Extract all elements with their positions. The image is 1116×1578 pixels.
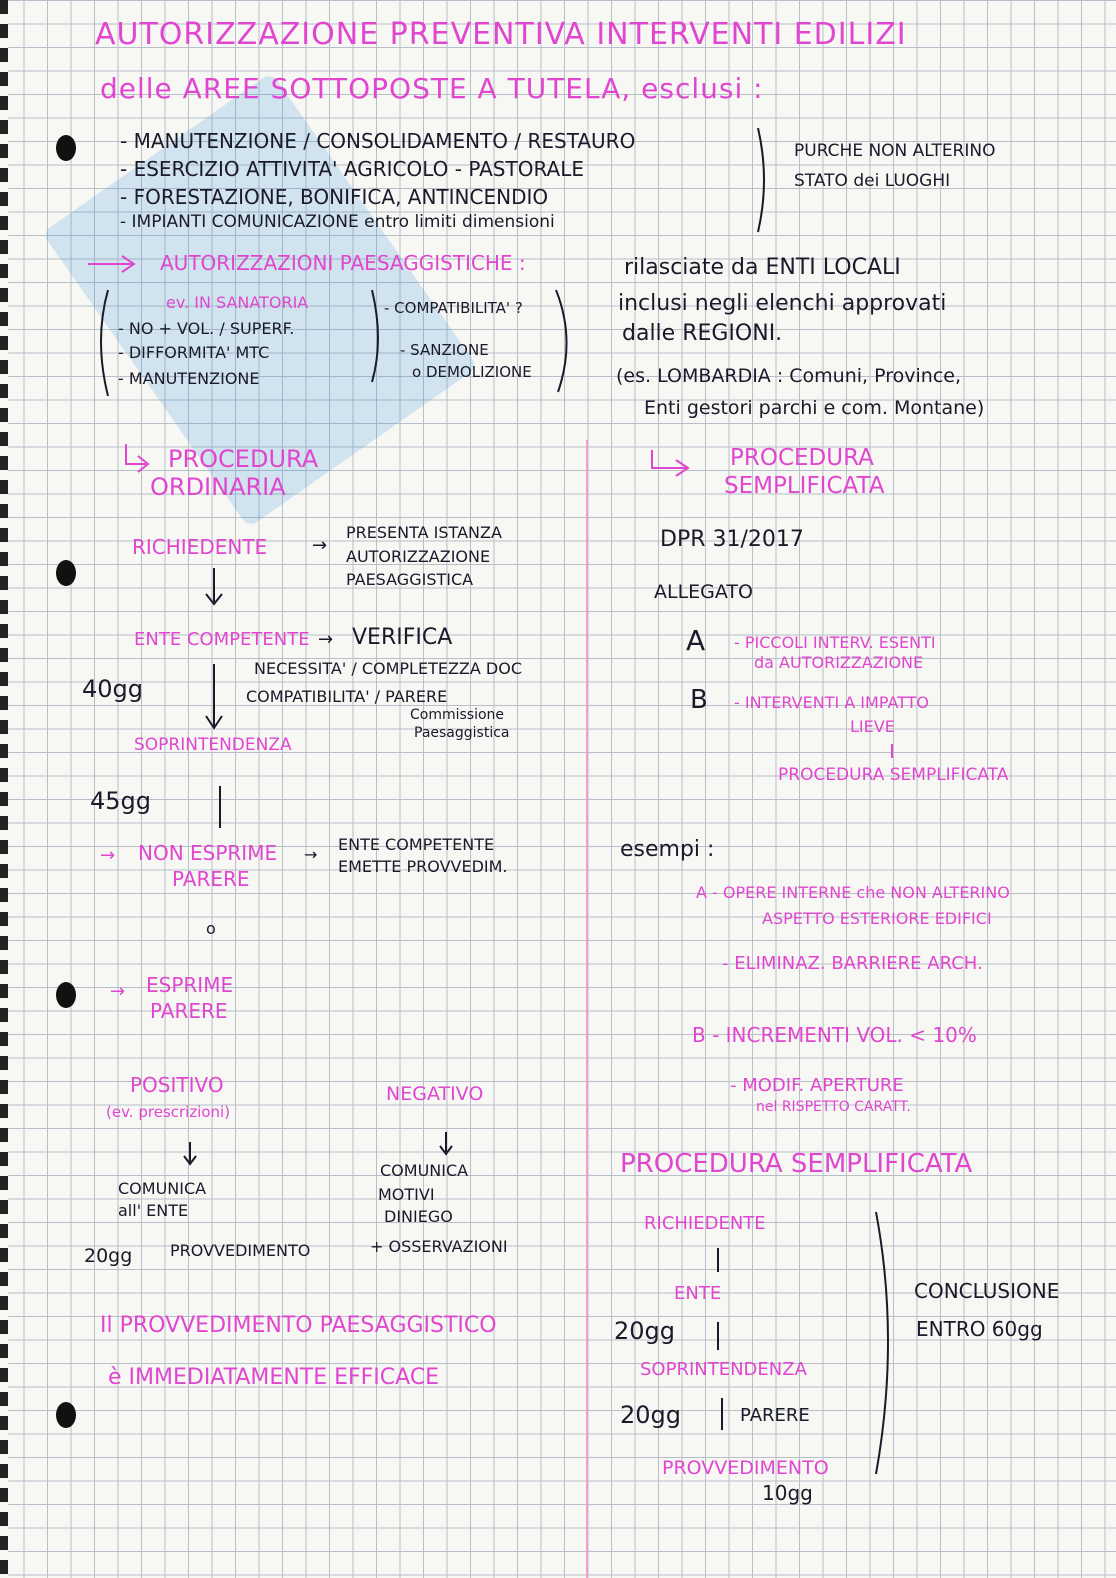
ordinaria-heading: PROCEDURA [168,445,319,473]
motivi-diniego: + OSSERVAZIONI [370,1237,508,1256]
dpr-reference: DPR 31/2017 [660,527,804,552]
allegato-b-text: LIEVE [850,717,895,736]
provvedimento: PROVVEDIMENTO [170,1241,311,1260]
autorizzazioni-heading: AUTORIZZAZIONI PAESAGGISTICHE : [160,251,526,275]
example-note: (es. LOMBARDIA : Comuni, Province, [616,365,962,387]
exclusion-item: - ESERCIZIO ATTIVITA' AGRICOLO - PASTORALE [120,157,584,181]
comunica-ente: COMUNICA [118,1179,207,1198]
soprintendenza: SOPRINTENDENZA [134,735,292,755]
allegato: ALLEGATO [654,581,753,603]
allegato-b-text: - INTERVENTI A IMPATTO [734,693,930,712]
sanatoria-item: - DIFFORMITA' MTC [118,343,270,362]
esempio-a: ASPETTO ESTERIORE EDIFICI [762,909,992,928]
conclusione: CONCLUSIONE [914,1279,1060,1303]
arrow-glyph: → [312,535,328,556]
semplificata-flow-heading: PROCEDURA SEMPLIFICATA [620,1149,973,1179]
negativo: NEGATIVO [386,1083,484,1105]
time-45gg: 45gg [90,787,152,815]
exclusion-item: - MANUTENZIONE / CONSOLIDAMENTO / RESTAURO [120,129,636,153]
or-marker: o [206,919,216,938]
title-line-1: AUTORIZZAZIONE PREVENTIVA INTERVENTI EDILIZI [95,17,907,52]
esprime-parere: PARERE [150,999,228,1023]
exclusion-item: - FORESTAZIONE, BONIFICA, ANTINCENDIO [120,185,549,209]
non-esprime-parere: PARERE [172,867,250,891]
istanza-text: PRESENTA ISTANZA [346,523,502,542]
motivi-diniego: DINIEGO [384,1207,453,1226]
semplificata-heading: SEMPLIFICATA [724,473,885,499]
istanza-text: PAESAGGISTICA [346,570,474,589]
sanatoria-item: - MANUTENZIONE [118,369,260,388]
ordinaria-heading: ORDINARIA [150,473,286,501]
exclusions-note: STATO dei LUOGHI [794,171,951,191]
efficace-note: Il PROVVEDIMENTO PAESAGGISTICO [100,1313,497,1338]
allegato-b-letter: B [690,685,708,715]
exclusions-note: PURCHE NON ALTERINO [794,141,996,161]
released-by: inclusi negli elenchi approvati [618,291,947,316]
emette-provvedimento: ENTE COMPETENTE [338,835,495,854]
semplificata-soprintendenza: SOPRINTENDENZA [640,1359,807,1380]
efficace-note: è IMMEDIATAMENTE EFFICACE [108,1365,440,1390]
istanza-text: AUTORIZZAZIONE [346,547,491,566]
semplificata-parere: PARERE [740,1405,810,1426]
positivo: POSITIVO [130,1073,224,1097]
semplificata-heading: PROCEDURA [730,445,874,471]
released-by: rilasciate da ENTI LOCALI [624,255,901,280]
exclusion-item: - IMPIANTI COMUNICAZIONE entro limiti dimensioni [120,212,555,232]
comunica-ente: all' ENTE [118,1201,189,1220]
arrow-glyph: → [100,845,116,866]
sanatoria-item: - NO + VOL. / SUPERF. [118,319,295,338]
semplificata-ente: ENTE [674,1283,722,1304]
esprime-parere: ESPRIME [146,973,234,997]
compatibilita-question: - COMPATIBILITA' ? [384,299,523,317]
motivi-diniego: COMUNICA [380,1161,469,1180]
ordinaria-richiedente: RICHIEDENTE [132,535,268,559]
sanzione: - SANZIONE [400,341,489,359]
verifica-detail: NECESSITA' / COMPLETEZZA DOC [254,659,522,678]
title-line-2: delle AREE SOTTOPOSTE A TUTELA, esclusi : [100,72,764,105]
esempio-b: - MODIF. APERTURE [730,1075,904,1096]
time-20gg-b: 20gg [620,1401,682,1429]
allegato-a-letter: A [686,624,706,657]
arrow-glyph: → [304,845,318,864]
semplificata-provvedimento: PROVVEDIMENTO [662,1457,829,1479]
motivi-diniego: MOTIVI [378,1185,435,1204]
prescrizioni: (ev. prescrizioni) [106,1103,231,1121]
conclusione: ENTRO 60gg [916,1317,1043,1341]
sanatoria-title: ev. IN SANATORIA [166,293,309,312]
semplificata-richiedente: RICHIEDENTE [644,1213,766,1234]
allegato-a-text: da AUTORIZZAZIONE [754,653,924,672]
sanzione: o DEMOLIZIONE [412,363,532,381]
time-20gg: 20gg [84,1245,133,1267]
commissione: Paesaggistica [414,725,510,741]
esempio-a: - ELIMINAZ. BARRIERE ARCH. [722,953,983,974]
esempi-label: esempi : [620,837,715,862]
esempio-b: nel RISPETTO CARATT. [756,1099,911,1115]
verifica-detail: COMPATIBILITA' / PARERE [246,687,448,706]
commissione: Commissione [410,707,505,723]
example-note: Enti gestori parchi e com. Montane) [644,397,985,419]
ente-competente: ENTE COMPETENTE [134,629,310,650]
esempio-b: B - INCREMENTI VOL. < 10% [692,1023,977,1047]
non-esprime-parere: NON ESPRIME [138,841,278,865]
time-40gg: 40gg [82,675,144,703]
arrow-glyph: → [110,981,126,1002]
verifica: VERIFICA [352,625,453,650]
emette-provvedimento: EMETTE PROVVEDIM. [338,857,508,876]
time-20gg-a: 20gg [614,1317,676,1345]
allegato-b-text: PROCEDURA SEMPLIFICATA [778,765,1009,785]
time-10gg: 10gg [762,1481,813,1505]
released-by: dalle REGIONI. [622,321,783,346]
esempio-a: A - OPERE INTERNE che NON ALTERINO [696,883,1010,902]
arrow-glyph: → [318,629,334,650]
allegato-a-text: - PICCOLI INTERV. ESENTI [734,633,936,652]
